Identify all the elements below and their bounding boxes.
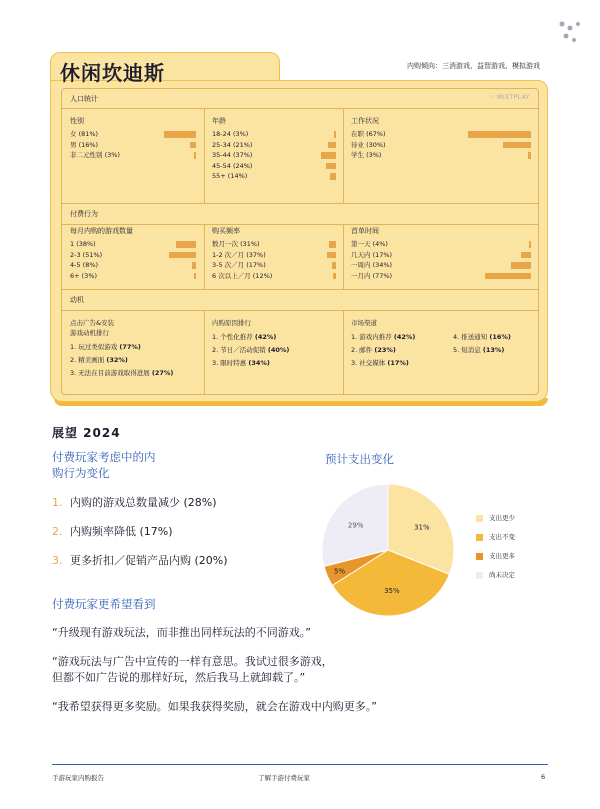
stat-label: 非二元性别 (3%) [70, 151, 120, 159]
stat-row [70, 271, 196, 282]
outlook-heading: 展望 2024 [52, 426, 121, 440]
frequency-title: 购买频率 [212, 227, 240, 235]
quote-line: 但都不如广告说的那样好玩，然后我马上就卸载了。” [52, 671, 306, 684]
stat-bar [169, 252, 196, 259]
stat-label: 4-5 (8%) [70, 261, 99, 269]
gender-rows [70, 129, 196, 161]
persona-panel [61, 88, 539, 395]
channel-column [351, 318, 536, 371]
stat-bar [485, 273, 531, 280]
stat-label: 1-2 次／月 (37%) [212, 250, 266, 259]
spend-pie-chart [318, 480, 458, 620]
age-title: 年龄 [212, 117, 226, 125]
work-title: 工作状况 [351, 117, 379, 125]
stat-bar [334, 131, 336, 138]
ranked-item [70, 354, 202, 367]
payment-heading [62, 203, 538, 225]
age-column [212, 116, 336, 182]
frequency-rows [212, 239, 336, 281]
list-item [52, 494, 228, 523]
stat-row [70, 129, 196, 140]
stat-bar [332, 262, 336, 269]
demographics-title: 人口统计 [70, 95, 98, 103]
stat-row [70, 239, 196, 250]
stat-bar [329, 241, 336, 248]
page-number: 6 [541, 773, 546, 781]
stat-label: 女 (81%) [70, 130, 99, 138]
legend-swatch [476, 572, 483, 579]
pie-value-label: 31% [414, 523, 430, 532]
stat-bar [194, 152, 196, 159]
wish-title: 付费玩家更希望看到 [52, 597, 156, 611]
quote-line: “我希望获得更多奖励。如果我获得奖励，就会在游戏中内购更多。” [52, 700, 377, 713]
stat-row [351, 140, 531, 151]
footer-divider [52, 764, 548, 765]
first-purchase-rows [351, 239, 531, 281]
stat-label: 2-3 (51%) [70, 250, 103, 259]
first-purchase-title: 首单时间 [351, 227, 379, 235]
stat-bar [468, 131, 531, 138]
legend-label: 尚未决定 [489, 571, 515, 579]
channel-list-left [351, 331, 415, 370]
ad-motivation-list [70, 341, 202, 380]
ranked-item-percent: (40%) [267, 346, 290, 354]
stat-row [351, 250, 531, 261]
divider [343, 109, 344, 203]
stat-label: 学生 (3%) [351, 151, 382, 159]
legend-label: 支出不变 [489, 533, 515, 541]
ranked-item-text: 3. 限时特惠 [212, 359, 249, 367]
stat-row [70, 140, 196, 151]
stat-bar [194, 273, 196, 280]
mistplay-wordmark: MISTPLAY [497, 94, 530, 101]
stat-row [212, 260, 336, 271]
legend-item [476, 552, 515, 571]
ad-motivation-title: 点击广告&安装 [70, 319, 115, 327]
purchase-reason-title: 内购原因排行 [212, 319, 251, 327]
stat-label: 25-34 (21%) [212, 140, 253, 149]
purchase-count-rows [70, 239, 196, 281]
stat-bar [511, 262, 531, 269]
pie-legend [476, 514, 515, 590]
behavior-change-title-line: 付费玩家考虑中的内 [52, 450, 156, 464]
stat-bar [328, 142, 336, 149]
quote-line: “游戏玩法与广告中宣传的一样有意思。我试过很多游戏， [52, 655, 333, 668]
ranked-item [351, 331, 415, 344]
channel-title: 市场渠道 [351, 319, 377, 327]
stat-label: 6+ (3%) [70, 271, 98, 280]
ranked-item-text: 1. 个性化推荐 [212, 333, 255, 341]
divider [204, 109, 205, 203]
legend-swatch [476, 553, 483, 560]
stat-row [351, 239, 531, 250]
quote [52, 654, 333, 686]
spend-change-title: 预计支出变化 [325, 452, 394, 466]
ranked-item [70, 341, 202, 354]
stat-label: 18-24 (3%) [212, 130, 249, 138]
list-text: 更多折扣／促销产品内购 (20%) [70, 554, 228, 567]
stat-label: 6 次以上／月 (12%) [212, 271, 273, 280]
stat-bar [330, 173, 336, 180]
stat-row [212, 140, 336, 151]
stat-bar [528, 152, 531, 159]
stat-row [212, 271, 336, 282]
stat-row [70, 250, 196, 261]
ranked-item [212, 344, 340, 357]
ranked-item-percent: (77%) [119, 343, 141, 351]
stat-row [212, 161, 336, 172]
ranked-item [351, 344, 415, 357]
stat-bar [164, 131, 196, 138]
quote-line: “升级现有游戏玩法，而非推出同样玩法的不同游戏。” [52, 626, 311, 639]
ranked-item-percent: (42%) [254, 333, 277, 341]
ranked-item [212, 331, 340, 344]
stat-bar [321, 152, 336, 159]
ranked-item-text: 1. 游戏内推荐 [351, 333, 394, 341]
behavior-change-title [52, 449, 156, 481]
divider [204, 225, 205, 289]
behavior-change-list [52, 494, 228, 581]
quote [52, 625, 311, 641]
list-text: 内购的游戏总数量减少 (28%) [70, 496, 217, 509]
persona-title: 休闲坎迪斯 [60, 61, 165, 85]
demographics-heading [62, 89, 538, 109]
ranked-item-text: 3. 无法在目前游戏取得进展 [70, 369, 152, 377]
work-rows [351, 129, 531, 161]
purchase-reason-column [212, 318, 340, 370]
purchase-reason-list [212, 331, 340, 370]
stat-label: 3-5 次／月 (17%) [212, 261, 266, 269]
pie-value-label: 29% [347, 521, 364, 530]
stat-row [351, 271, 531, 282]
stat-label: 几天内 (17%) [351, 250, 393, 259]
stat-label: 第一天 (4%) [351, 240, 388, 248]
stat-row [212, 171, 336, 182]
pie-value-label: 5% [333, 567, 346, 576]
ranked-item-percent: (34%) [248, 359, 270, 367]
first-purchase-column [351, 226, 531, 281]
brand-logo-icon [556, 18, 584, 46]
ranked-item-text: 5. 短消息 [453, 346, 483, 354]
stat-bar [521, 252, 531, 259]
ranked-item-percent: (27%) [151, 369, 174, 377]
behavior-change-title-line: 购行为变化 [52, 466, 110, 480]
ranked-item-percent: (23%) [374, 346, 396, 354]
stat-row [212, 150, 336, 161]
ranked-item-text: 2. 精美画面 [70, 356, 107, 364]
stat-label: 55+ (14%) [212, 172, 248, 180]
stat-bar [326, 163, 336, 170]
divider [204, 311, 205, 395]
stat-row [70, 260, 196, 271]
footer-section-name: 了解手游付费玩家 [258, 774, 310, 782]
ranked-item-text: 4. 推送通知 [453, 333, 490, 341]
ad-motivation-column [70, 318, 202, 380]
legend-label: 支出更少 [489, 514, 515, 522]
frequency-column [212, 226, 336, 281]
stat-bar [529, 241, 531, 248]
list-text: 内购频率降低 (17%) [70, 525, 173, 538]
stat-label: 45-54 (24%) [212, 161, 253, 170]
ranked-item-text: 1. 玩过类似游戏 [70, 343, 120, 351]
legend-label: 支出更多 [489, 552, 515, 560]
list-number: 3. [52, 554, 63, 567]
legend-item [476, 571, 515, 590]
ranked-item [351, 357, 415, 370]
stat-label: 一月内 (77%) [351, 271, 393, 280]
stat-label: 一周内 (34%) [351, 261, 393, 269]
footer-report-name: 手游玩家内购报告 [52, 774, 104, 782]
list-item [52, 523, 228, 552]
ranked-item-percent: (42%) [393, 333, 416, 341]
ad-motivation-subtitle: 游戏动机排行 [70, 329, 109, 337]
stat-row [351, 129, 531, 140]
age-rows [212, 129, 336, 182]
stat-row [351, 150, 531, 161]
stat-label: 男 (16%) [70, 140, 99, 149]
stat-bar [192, 262, 196, 269]
divider [343, 225, 344, 289]
ranked-item [212, 357, 340, 370]
mistplay-mark-icon: ⁘ [489, 94, 498, 101]
list-number: 2. [52, 525, 63, 538]
stat-label: 35-44 (37%) [212, 151, 253, 159]
legend-item [476, 533, 515, 552]
pie-value-label: 35% [384, 587, 400, 596]
stat-row [212, 239, 336, 250]
ranked-item-text: 3. 社交媒体 [351, 359, 388, 367]
purchase-preference: 内购倾向：三消游戏、益智游戏、模拟游戏 [407, 62, 540, 70]
legend-swatch [476, 534, 483, 541]
ranked-item-percent: (13%) [482, 346, 505, 354]
ranked-item [453, 331, 511, 344]
quote [52, 699, 377, 715]
stat-row [212, 250, 336, 261]
channel-list-right [453, 331, 511, 357]
stat-label: 1 (38%) [70, 240, 96, 248]
stat-label: 数月一次 (31%) [212, 240, 260, 248]
stat-row [351, 260, 531, 271]
list-item [52, 552, 228, 581]
stat-row [212, 129, 336, 140]
legend-item [476, 514, 515, 533]
ranked-item [453, 344, 511, 357]
divider [343, 311, 344, 395]
legend-swatch [476, 515, 483, 522]
ranked-item-text: 2. 节日／活动促销 [212, 346, 268, 354]
ranked-item-percent: (17%) [387, 359, 409, 367]
purchase-count-title: 每月内购的游戏数量 [70, 227, 133, 235]
stat-row [70, 150, 196, 161]
stat-bar [503, 142, 531, 149]
stat-label: 在职 (67%) [351, 130, 386, 138]
work-column [351, 116, 531, 161]
gender-column [70, 116, 196, 161]
purchase-count-column [70, 226, 196, 281]
payment-title: 付费行为 [70, 210, 98, 218]
stat-bar [333, 273, 336, 280]
ranked-item [70, 367, 202, 380]
stat-bar [327, 252, 336, 259]
ranked-item-percent: (32%) [106, 356, 128, 364]
ranked-item-percent: (16%) [489, 333, 511, 341]
stat-label: 待业 (30%) [351, 140, 386, 149]
stat-bar [190, 142, 196, 149]
mistplay-logo [489, 94, 530, 101]
gender-title: 性别 [70, 117, 84, 125]
motivation-title: 动机 [70, 296, 84, 304]
stat-bar [176, 241, 196, 248]
list-number: 1. [52, 496, 63, 509]
motivation-heading [62, 289, 538, 311]
ranked-item-text: 2. 邮件 [351, 346, 375, 354]
